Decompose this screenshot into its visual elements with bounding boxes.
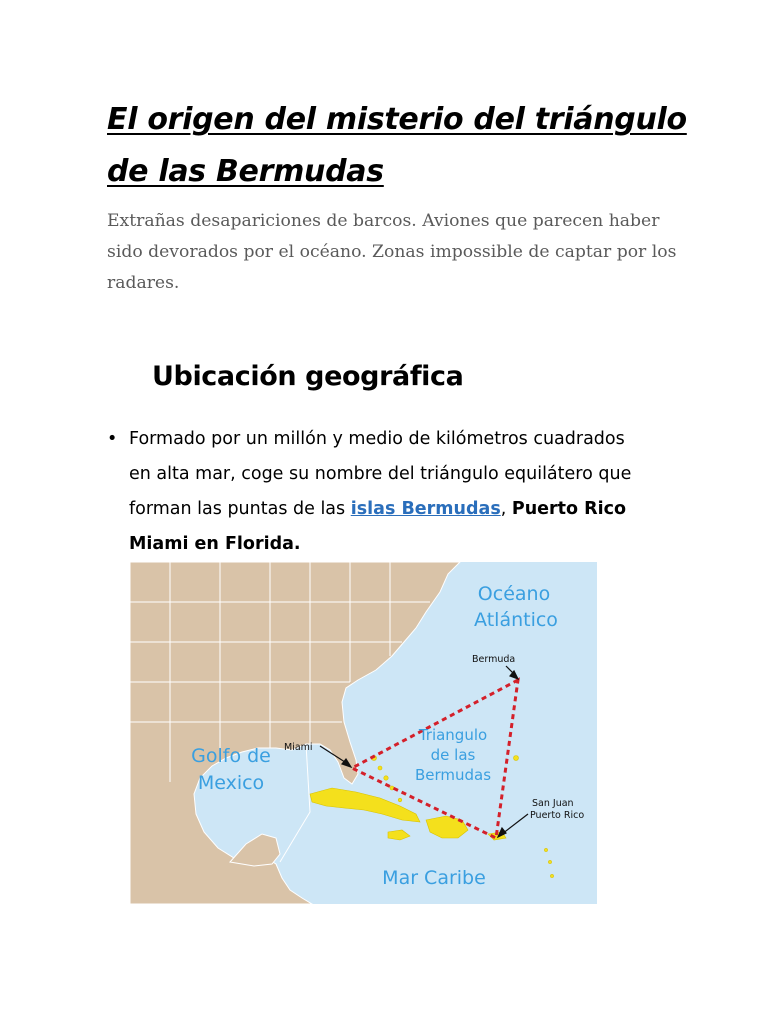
point-label-miami: Miami <box>284 742 313 753</box>
list-item <box>107 422 647 562</box>
ocean-label-1: Océano <box>477 583 551 605</box>
bullet-separator: , <box>500 499 512 519</box>
point-label-bermuda: Bermuda <box>472 654 516 665</box>
section-heading: Ubicación geográfica <box>152 361 464 392</box>
point-label-sanjuan-1: San Juan <box>532 798 574 809</box>
bullet-dot-icon: • <box>107 429 118 449</box>
islas-bermudas-link[interactable]: islas Bermudas <box>350 499 501 519</box>
bullet-list <box>107 422 647 562</box>
bullet-text: Formado por un millón y medio de kilómetros cuadrados en alta mar, coge su nombre del triángulo equilátero que forman las puntas de las <box>129 429 632 519</box>
gulf-label-2: Mexico <box>197 772 265 794</box>
bullet-bold-text: Puerto Rico Miami en Florida. <box>129 499 627 554</box>
point-label-sanjuan-2: Puerto Rico <box>530 810 585 821</box>
article-title: El origen del misterio del triángulo de las Bermudas <box>107 102 687 189</box>
triangle-label-1: Triangulo <box>418 726 488 744</box>
triangle-label-2: de las <box>430 746 476 764</box>
ocean-label-2: Atlántico <box>474 609 558 631</box>
article-intro: Extrañas desapariciones de barcos. Aviones que parecen haber sido devorados por el océano. Zonas impossible de captar por los radares. <box>107 211 677 293</box>
bermuda-triangle-map <box>130 562 597 904</box>
gulf-label-1: Golfo de <box>191 745 271 767</box>
sea-label: Mar Caribe <box>382 867 486 889</box>
triangle-label-3: Bermudas <box>414 766 492 784</box>
